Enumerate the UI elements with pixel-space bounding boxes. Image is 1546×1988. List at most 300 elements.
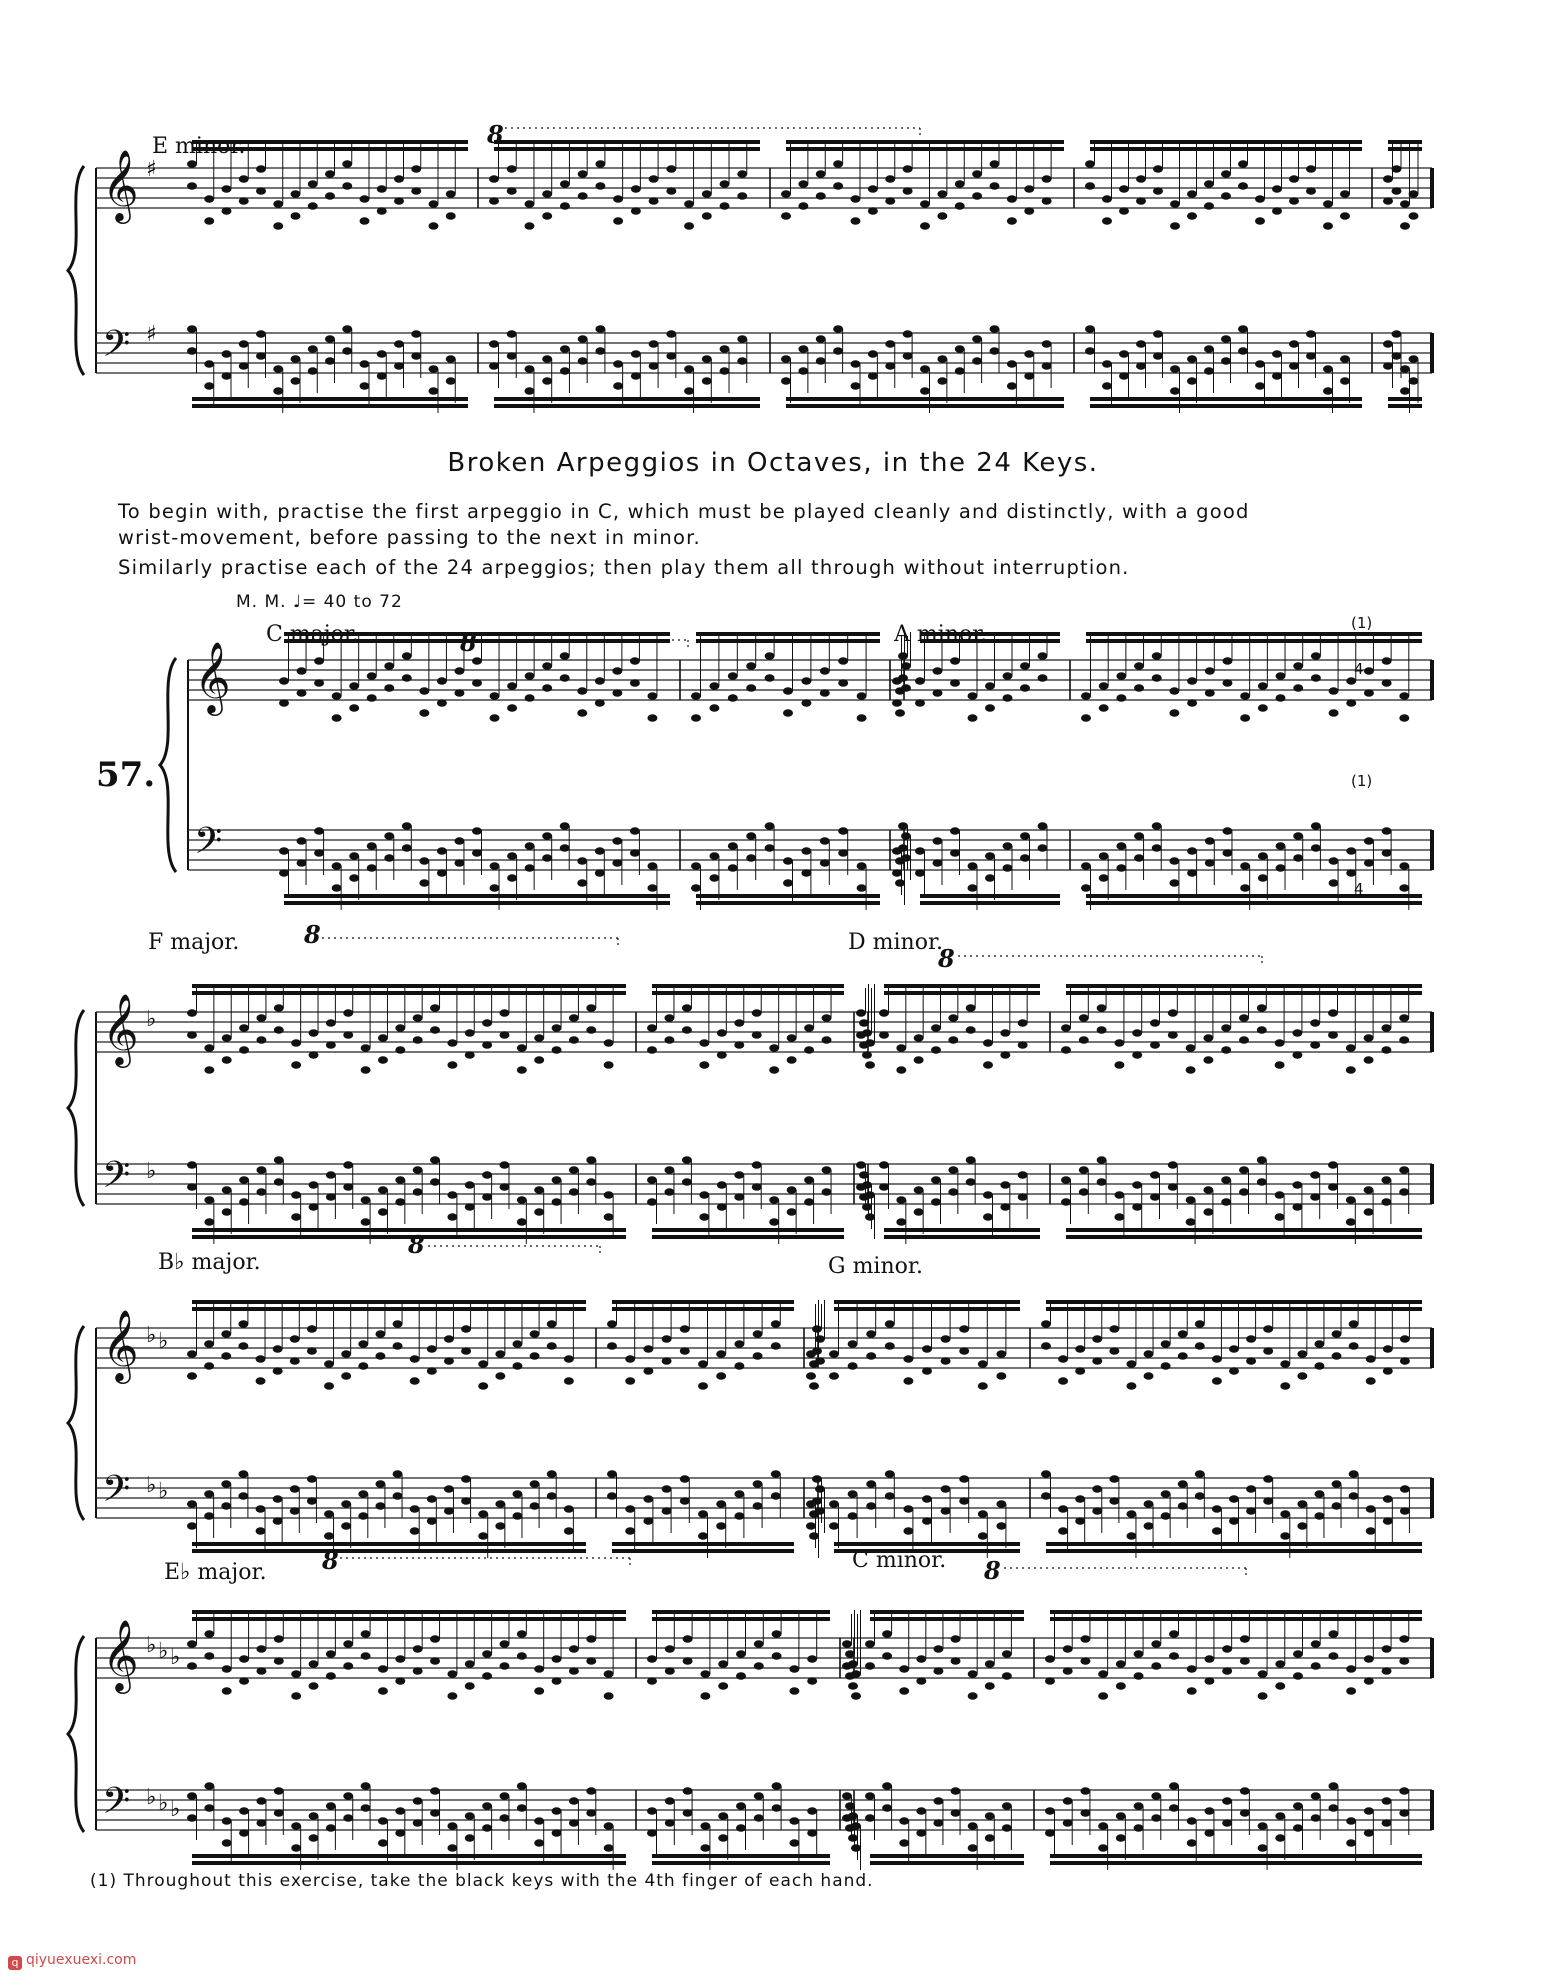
note-head: [429, 222, 439, 230]
note-head: [507, 330, 517, 338]
note-head: [349, 874, 359, 882]
note-head: [256, 1667, 266, 1675]
note-head: [1323, 222, 1333, 230]
note-head: [204, 1362, 214, 1370]
note-head: [411, 352, 421, 360]
beam: [1050, 1854, 1422, 1858]
note-head: [1311, 844, 1321, 852]
note-head: [1132, 1051, 1142, 1059]
note-head: [807, 1655, 817, 1663]
note-head: [1097, 1004, 1107, 1012]
note-head: [1168, 1183, 1178, 1191]
note-head: [1229, 1367, 1239, 1375]
beam: [786, 397, 1064, 401]
note-head: [1109, 1325, 1119, 1333]
note-head: [848, 1682, 858, 1690]
bass-clef-icon: 𝄢: [102, 1780, 131, 1831]
note-head: [204, 1512, 214, 1520]
beam: [1066, 991, 1422, 995]
note-head: [482, 1171, 492, 1179]
note-head: [631, 207, 641, 215]
beam: [1086, 901, 1422, 905]
note-head: [482, 1650, 492, 1658]
note-head: [990, 347, 1000, 355]
note-head: [717, 1051, 727, 1059]
note-head: [1275, 1039, 1285, 1047]
ottava-mark: 8: [460, 628, 477, 657]
note-head: [787, 1056, 797, 1064]
note-head: [716, 1350, 726, 1358]
note-head: [495, 1500, 505, 1508]
note-head: [699, 1213, 709, 1221]
note-head: [377, 350, 387, 358]
note-head: [649, 340, 659, 348]
note-head: [820, 837, 830, 845]
note-head: [649, 362, 659, 370]
note-head: [1329, 709, 1339, 717]
note-head: [1038, 822, 1048, 830]
note-head: [1382, 1797, 1392, 1805]
note-head: [1346, 847, 1356, 855]
beam: [1086, 639, 1422, 643]
note-head: [647, 714, 657, 722]
note-head: [1289, 197, 1299, 205]
note-head: [499, 1792, 509, 1800]
note-head: [1311, 1814, 1321, 1822]
note-head: [1364, 1655, 1374, 1663]
note-head: [1151, 1814, 1161, 1822]
note-head: [1204, 180, 1214, 188]
note-head: [851, 1844, 861, 1852]
note-head: [308, 367, 318, 375]
note-head: [291, 1822, 301, 1830]
note-head: [578, 357, 588, 365]
note-head: [1041, 1320, 1051, 1328]
note-head: [482, 1041, 492, 1049]
note-head: [718, 1812, 728, 1820]
note-head: [915, 677, 925, 685]
note-head: [820, 689, 830, 697]
note-head: [680, 1497, 690, 1505]
note-head: [222, 1034, 232, 1042]
note-head: [868, 350, 878, 358]
note-head: [781, 190, 791, 198]
note-head: [1126, 1360, 1136, 1368]
note-head: [413, 1166, 423, 1174]
note-head: [838, 827, 848, 835]
note-head: [1109, 1475, 1119, 1483]
note-head: [499, 1031, 509, 1039]
note-head: [772, 1782, 782, 1790]
section-title: Broken Arpeggios in Octaves, in the 24 Keys.: [447, 448, 1099, 478]
note-head: [822, 1036, 832, 1044]
note-head: [985, 874, 995, 882]
note-head: [666, 187, 676, 195]
note-head: [402, 822, 412, 830]
note-head: [933, 859, 943, 867]
note-head: [1366, 1377, 1376, 1385]
note-head: [1168, 1009, 1178, 1017]
note-head: [507, 352, 517, 360]
note-head: [1081, 714, 1091, 722]
note-head: [604, 1670, 614, 1678]
note-head: [709, 852, 719, 860]
note-head: [845, 1824, 855, 1832]
note-head: [309, 1834, 319, 1842]
footnote: (1) Throughout this exercise, take the black keys with the 4th finger of each hand.: [90, 1871, 874, 1891]
note-head: [613, 217, 623, 225]
note-head: [698, 1360, 708, 1368]
note-head: [410, 1527, 420, 1535]
note-head: [985, 1834, 995, 1842]
note-head: [736, 1672, 746, 1680]
note-head: [1275, 1812, 1285, 1820]
note-head: [447, 1213, 457, 1221]
note-head: [446, 190, 456, 198]
beam: [494, 397, 760, 401]
note-head: [256, 1355, 266, 1363]
note-head: [274, 1657, 284, 1665]
note-head: [842, 1792, 852, 1800]
note-head: [279, 869, 289, 877]
note-head: [1136, 175, 1146, 183]
note-head: [1003, 694, 1013, 702]
note-head: [378, 1665, 388, 1673]
note-head: [809, 1360, 819, 1368]
note-head: [787, 1034, 797, 1042]
note-head: [643, 1345, 653, 1353]
note-head: [586, 1026, 596, 1034]
note-head: [783, 687, 793, 695]
note-head: [378, 1839, 388, 1847]
note-head: [865, 1061, 875, 1069]
note-head: [1238, 325, 1248, 333]
note-head: [577, 687, 587, 695]
note-head: [955, 367, 965, 375]
note-head: [1229, 1345, 1239, 1353]
note-head: [1400, 1335, 1410, 1343]
note-head: [542, 854, 552, 862]
note-head: [1018, 1019, 1028, 1027]
note-head: [798, 180, 808, 188]
note-head: [903, 1527, 913, 1535]
note-head: [868, 372, 878, 380]
note-head: [684, 365, 694, 373]
beam: [870, 1617, 1024, 1621]
note-head: [222, 207, 232, 215]
note-head: [1081, 884, 1091, 892]
note-head: [914, 1186, 924, 1194]
note-head: [899, 1839, 909, 1847]
ottava-mark: 8: [487, 120, 504, 149]
note-head: [507, 187, 517, 195]
note-head: [933, 689, 943, 697]
note-head: [413, 1036, 423, 1044]
note-head: [1081, 862, 1091, 870]
note-head: [1392, 187, 1402, 195]
note-head: [937, 355, 947, 363]
note-head: [489, 340, 499, 348]
beam: [1388, 404, 1422, 408]
note-head: [534, 1034, 544, 1042]
beam: [192, 404, 468, 408]
note-head: [1151, 1662, 1161, 1670]
note-head: [187, 1183, 197, 1191]
note-head: [1399, 1635, 1409, 1643]
beam: [652, 1617, 830, 1621]
note-head: [413, 1014, 423, 1022]
note-head: [187, 182, 197, 190]
note-head: [1240, 692, 1250, 700]
note-head: [430, 1178, 440, 1186]
note-head: [1400, 387, 1410, 395]
note-head: [1007, 382, 1017, 390]
note-head: [662, 1357, 672, 1365]
note-head: [1099, 852, 1109, 860]
note-head: [781, 212, 791, 220]
note-head: [1346, 1044, 1356, 1052]
note-head: [950, 657, 960, 665]
note-head: [1293, 854, 1303, 862]
note-head: [309, 1181, 319, 1189]
note-head: [1409, 355, 1419, 363]
note-head: [361, 1652, 371, 1660]
note-head: [291, 1844, 301, 1852]
note-head: [1246, 1485, 1256, 1493]
note-head: [349, 704, 359, 712]
note-head: [665, 1667, 675, 1675]
note-head: [447, 1844, 457, 1852]
note-head: [604, 1822, 614, 1830]
note-head: [972, 357, 982, 365]
note-head: [948, 1036, 958, 1044]
note-head: [866, 1330, 876, 1338]
note-head: [892, 677, 902, 685]
note-head: [972, 192, 982, 200]
note-head: [604, 1213, 614, 1221]
note-head: [920, 200, 930, 208]
note-head: [1186, 1044, 1196, 1052]
note-head: [1310, 1019, 1320, 1027]
note-head: [1346, 1066, 1356, 1074]
note-head: [204, 1652, 214, 1660]
note-head: [1003, 842, 1013, 850]
note-head: [771, 1342, 781, 1350]
note-head: [903, 352, 913, 360]
note-head: [879, 1031, 889, 1039]
note-head: [720, 345, 730, 353]
note-head: [1258, 874, 1268, 882]
treble-clef-icon: 𝄞: [102, 992, 139, 1065]
beam: [284, 894, 670, 898]
note-head: [716, 1372, 726, 1380]
note-head: [915, 869, 925, 877]
note-head: [1323, 387, 1333, 395]
note-head: [577, 857, 587, 865]
note-head: [325, 192, 335, 200]
note-head: [990, 325, 1000, 333]
note-head: [1258, 1670, 1268, 1678]
note-head: [314, 849, 324, 857]
note-head: [968, 1844, 978, 1852]
note-head: [552, 1807, 562, 1815]
note-head: [1204, 1655, 1214, 1663]
note-head: [342, 325, 352, 333]
note-head: [1257, 1004, 1267, 1012]
note-head: [1061, 1024, 1071, 1032]
note-head: [1151, 1640, 1161, 1648]
beam: [1090, 147, 1362, 151]
note-head: [361, 1804, 371, 1812]
note-head: [187, 1522, 197, 1530]
note-head: [1240, 862, 1250, 870]
note-head: [865, 1640, 875, 1648]
beam: [1046, 1300, 1422, 1304]
note-head: [857, 692, 867, 700]
note-head: [737, 170, 747, 178]
beam: [1086, 632, 1422, 636]
note-head: [801, 699, 811, 707]
note-head: [985, 1812, 995, 1820]
note-head: [569, 1667, 579, 1675]
note-head: [472, 827, 482, 835]
note-head: [1276, 864, 1286, 872]
beam: [494, 404, 760, 408]
note-head: [325, 357, 335, 365]
note-head: [1222, 657, 1232, 665]
note-head: [1212, 1377, 1222, 1385]
note-head: [665, 1797, 675, 1805]
note-head: [879, 1009, 889, 1017]
note-head: [822, 1188, 832, 1196]
note-head: [959, 1325, 969, 1333]
note-head: [612, 667, 622, 675]
note-head: [717, 1203, 727, 1211]
note-head: [734, 1193, 744, 1201]
note-head: [915, 699, 925, 707]
note-head: [1392, 330, 1402, 338]
note-head: [564, 1377, 574, 1385]
note-head: [1280, 1360, 1290, 1368]
note-head: [1119, 350, 1129, 358]
note-head: [1169, 687, 1179, 695]
note-head: [772, 1652, 782, 1660]
note-head: [804, 1198, 814, 1206]
note-head: [737, 335, 747, 343]
note-head: [1075, 1495, 1085, 1503]
note-head: [649, 197, 659, 205]
note-head: [512, 1512, 522, 1520]
note-head: [1366, 1527, 1376, 1535]
note-head: [1280, 1382, 1290, 1390]
note-head: [542, 355, 552, 363]
note-head: [1297, 1500, 1307, 1508]
beam: [1388, 140, 1422, 144]
note-head: [801, 677, 811, 685]
note-head: [885, 1342, 895, 1350]
note-head: [630, 827, 640, 835]
note-head: [734, 1490, 744, 1498]
note-head: [765, 674, 775, 682]
note-head: [771, 1492, 781, 1500]
note-head: [309, 1682, 319, 1690]
note-head: [326, 1019, 336, 1027]
note-head: [1151, 1792, 1161, 1800]
note-head: [297, 689, 307, 697]
note-head: [903, 1355, 913, 1363]
note-head: [534, 1186, 544, 1194]
beam: [494, 140, 760, 144]
note-head: [783, 709, 793, 717]
note-head: [746, 684, 756, 692]
note-head: [1061, 1176, 1071, 1184]
note-head: [314, 827, 324, 835]
note-head: [1311, 822, 1321, 830]
note-head: [1400, 222, 1410, 230]
beam: [192, 1549, 586, 1553]
treble-clef-icon: 𝄞: [102, 1618, 139, 1691]
note-head: [1364, 1677, 1374, 1685]
note-head: [752, 1183, 762, 1191]
note-head: [367, 842, 377, 850]
note-head: [691, 862, 701, 870]
note-head: [1187, 869, 1197, 877]
note-head: [1099, 682, 1109, 690]
note-head: [1075, 1345, 1085, 1353]
note-head: [1239, 1188, 1249, 1196]
note-head: [595, 869, 605, 877]
note-head: [978, 1532, 988, 1540]
note-head: [560, 367, 570, 375]
note-head: [273, 365, 283, 373]
note-head: [437, 677, 447, 685]
note-head: [411, 330, 421, 338]
note-head: [222, 1186, 232, 1194]
note-head: [737, 192, 747, 200]
note-head: [1119, 207, 1129, 215]
note-head: [898, 822, 908, 830]
note-head: [273, 1495, 283, 1503]
beam: [612, 1549, 794, 1553]
note-head: [517, 1782, 527, 1790]
note-head: [349, 682, 359, 690]
note-head: [307, 1497, 317, 1505]
note-head: [1203, 1056, 1213, 1064]
note-head: [1178, 1330, 1188, 1338]
note-head: [829, 1500, 839, 1508]
note-head: [569, 1166, 579, 1174]
note-head: [239, 1829, 249, 1837]
note-head: [1221, 1024, 1231, 1032]
note-head: [273, 222, 283, 230]
note-head: [326, 1650, 336, 1658]
note-head: [1007, 360, 1017, 368]
note-head: [1346, 1817, 1356, 1825]
note-head: [1292, 1051, 1302, 1059]
note-head: [718, 1834, 728, 1842]
note-head: [560, 844, 570, 852]
note-head: [358, 1490, 368, 1498]
note-head: [1126, 1510, 1136, 1518]
note-head: [1187, 847, 1197, 855]
note-head: [1169, 1782, 1179, 1790]
beam: [652, 1235, 844, 1239]
note-head: [734, 1512, 744, 1520]
note-head: [1153, 352, 1163, 360]
note-head: [842, 1640, 852, 1648]
note-head: [959, 1347, 969, 1355]
note-head: [1085, 182, 1095, 190]
